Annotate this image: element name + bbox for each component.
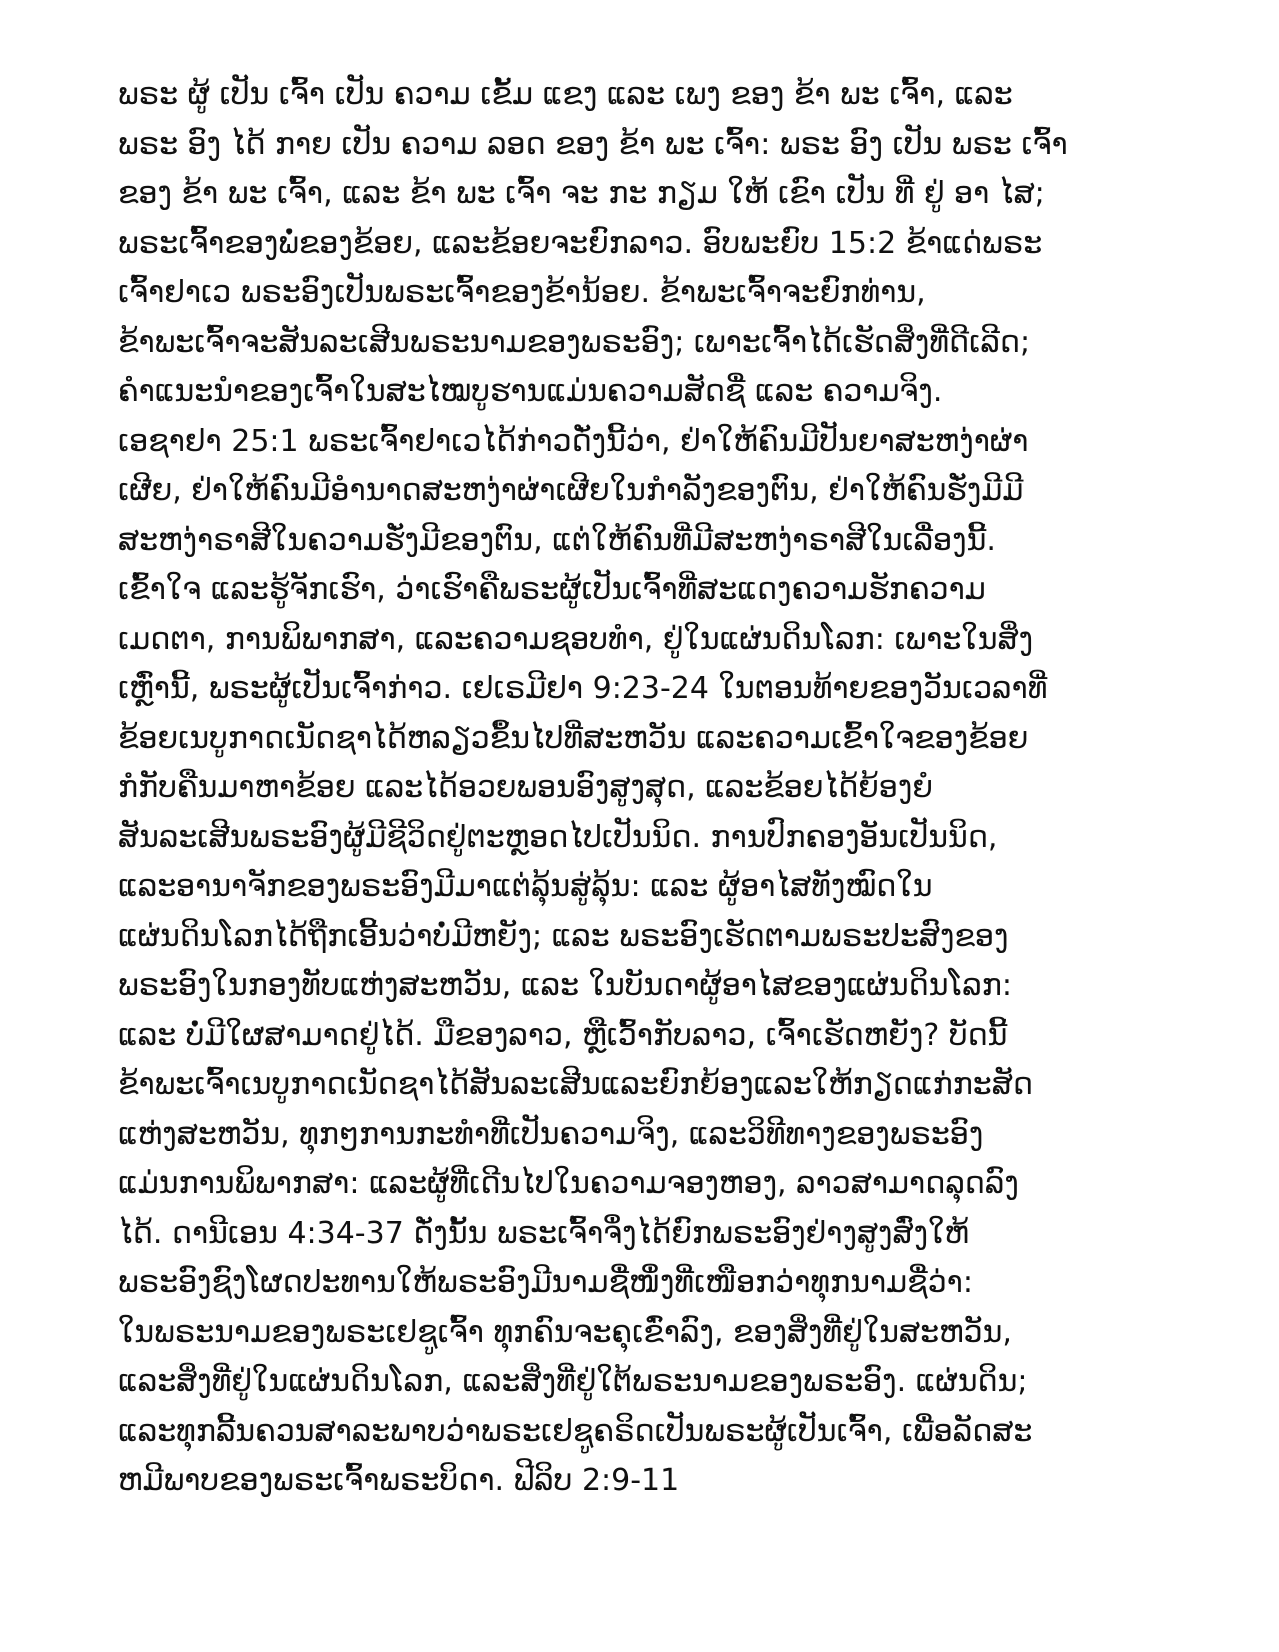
text-line: ພຣະ ຜູ້ ເປັນ ເຈົ້າ ເປັນ ຄວາມ ເຂັ້ມ ແຂງ ແລະ ເພງ ຂອງ ຂ້າ ພະ ເຈົ້າ, ແລະ <box>118 77 1013 112</box>
text-line: ຂ້ອຍເນບູກາດເນັດຊາໄດ້ຫລຽວຂຶ້ນໄປທີ່ສະຫວັນ ແລະຄວາມເຂົ້າໃຈຂອງຂ້ອຍ <box>118 720 1029 756</box>
text-line: ເຫຼົ່ານີ້, ພຣະຜູ້ເປັນເຈົ້າກ່າວ. ເຢເຣມີຢາ 9:23-24 ໃນຕອນທ້າຍຂອງວັນເວລາທີ່ <box>118 671 1048 706</box>
text-line: ຂ້າພະເຈົ້າຈະສັນລະເສີນພຣະນາມຂອງພຣະອົງ; ເພາະເຈົ້າໄດ້ເຮັດສິ່ງທີ່ດີເລີດ; <box>118 324 1031 360</box>
text-line: ແລະທຸກລີ້ນຄວນສາລະພາບວ່າພຣະເຢຊູຄຣິດເປັນພຣະຜູ້ເປັນເຈົ້າ, ເພື່ອລັດສະ <box>118 1413 1033 1449</box>
text-line: ເຂົ້າໃຈ ແລະຮູ້ຈັກເຮົາ, ວ່າເຮົາຄືພຣະຜູ້ເປັນເຈົ້າທີ່ສະແດງຄວາມຮັກຄວາມ <box>118 572 986 607</box>
text-line: ພຣະອົງໃນກອງທັບແຫ່ງສະຫວັນ, ແລະ ໃນບັນດາຜູ້ອາໄສຂອງແຜ່ນດິນໂລກ: <box>118 968 1013 1003</box>
text-line: ສະຫງ່າຣາສີໃນຄວາມຮັ່ງມີຂອງຕົນ, ແຕ່ໃຫ້ຄົນທີ່ມີສະຫງ່າຣາສີໃນເລື່ອງນີ້. <box>118 522 996 558</box>
text-line: ຂ້າພະເຈົ້າເນບູກາດເນັດຊາໄດ້ສັນລະເສີນແລະຍົກຍ້ອງແລະໃຫ້ກຽດແກ່ກະສັດ <box>118 1067 1033 1102</box>
text-line: ເຜີຍ, ຢ່າໃຫ້ຄົນມີອຳນາດສະຫງ່າຜ່າເຜີຍໃນກຳລັງຂອງຕົນ, ຢ່າໃຫ້ຄົນຮັ່ງມີມີ <box>118 473 1024 508</box>
text-line: ແຫ່ງສະຫວັນ, ທຸກໆການກະທຳທີ່ເປັນຄວາມຈິງ, ແລະວິທີທາງຂອງພຣະອົງ <box>118 1116 984 1152</box>
text-line: ເຈົ້າຢາເວ ພຣະອົງເປັນພຣະເຈົ້າຂອງຂ້ານ້ອຍ. ຂ້າພະເຈົ້າຈະຍົກທ່ານ, <box>118 275 926 310</box>
text-line: ຂອງ ຂ້າ ພະ ເຈົ້າ, ແລະ ຂ້າ ພະ ເຈົ້າ ຈະ ກະ ກຽມ ໃຫ້ ເຂົາ ເປັນ ທີ່ ຢູ່ ອາ ໄສ; <box>118 176 1045 211</box>
text-line: ໃນພຣະນາມຂອງພຣະເຢຊູເຈົ້າ ທຸກຄົນຈະຄຸເຂົ່າລົງ, ຂອງສິ່ງທີ່ຢູ່ໃນສະຫວັນ, <box>118 1314 1012 1350</box>
text-line: ໄດ້. ດານີເອນ 4:34-37 ດັ່ງນັ້ນ ພຣະເຈົ້າຈຶ່ງໄດ້ຍົກພຣະອົງຢ່າງສູງສົ່ງໃຫ້ <box>118 1215 970 1251</box>
text-line: ພຣະ ອົງ ໄດ້ ກາຍ ເປັນ ຄວາມ ລອດ ຂອງ ຂ້າ ພະ ເຈົ້າ: ພຣະ ອົງ ເປັນ ພຣະ ເຈົ້າ <box>118 126 1068 162</box>
text-line: ສັນລະເສີນພຣະອົງຜູ້ມີຊີວິດຢູ່ຕະຫຼອດໄປເປັນນິດ. ການປົກຄອງອັນເປັນນິດ, <box>118 819 998 855</box>
text-line: ແມ່ນການພິພາກສາ: ແລະຜູ້ທີ່ເດີນໄປໃນຄວາມຈອງຫອງ, ລາວສາມາດລຸດລົງ <box>118 1166 1019 1201</box>
text-line: ຫມີພາບຂອງພຣະເຈົ້າພຣະບິດາ. ຟີລິບ 2:9-11 <box>118 1463 680 1498</box>
text-line: ກໍກັບຄືນມາຫາຂ້ອຍ ແລະໄດ້ອວຍພອນອົງສູງສຸດ, ແລະຂ້ອຍໄດ້ຍ້ອງຍໍ <box>118 770 933 805</box>
text-line: ເອຊາຢາ 25:1 ພຣະເຈົ້າຢາເວໄດ້ກ່າວດັ່ງນີ້ວ່າ, ຢ່າໃຫ້ຄົນມີປັນຍາສະຫງ່າຜ່າ <box>118 423 1029 459</box>
body-text <box>118 70 1168 1506</box>
text-line: ພຣະເຈົ້າຂອງພໍ່ຂອງຂ້ອຍ, ແລະຂ້ອຍຈະຍົກລາວ. ອົບພະຍົບ 15:2 ຂ້າແດ່ພຣະ <box>118 225 1043 261</box>
text-line: ຄໍາແນະນໍາຂອງເຈົ້າໃນສະໄໝບູຮານແມ່ນຄວາມສັດຊື່ ແລະ ຄວາມຈິງ. <box>118 374 943 409</box>
text-line: ແລະອານາຈັກຂອງພຣະອົງມີມາແຕ່ລຸ້ນສູ່ລຸ້ນ: ແລະ ຜູ້ອາໄສທັງໝົດໃນ <box>118 869 933 904</box>
text-line: ແຜ່ນດິນໂລກໄດ້ຖືກເອີ້ນວ່າບໍ່ມີຫຍັງ; ແລະ ພຣະອົງເຮັດຕາມພຣະປະສົງຂອງ <box>118 918 1009 954</box>
text-line: ພຣະອົງຊົງໂຜດປະທານໃຫ້ພຣະອົງມີນາມຊື່ໜຶ່ງທີ່ເໜືອກວ່າທຸກນາມຊື່ວ່າ: <box>118 1265 973 1300</box>
text-line: ແລະ ບໍ່ມີໃຜສາມາດຢູ່ໄດ້. ມືຂອງລາວ, ຫຼືເວົ້າກັບລາວ, ເຈົ້າເຮັດຫຍັງ? ບັດນີ້ <box>118 1017 1008 1053</box>
text-line: ແລະສິ່ງທີ່ຢູ່ໃນແຜ່ນດິນໂລກ, ແລະສິ່ງທີ່ຢູ່ໃຕ້ພຣະນາມຂອງພຣະອົງ. ແຜ່ນດິນ; <box>118 1364 1028 1399</box>
text-line: ເມດຕາ, ການພິພາກສາ, ແລະຄວາມຊອບທຳ, ຢູ່ໃນແຜ່ນດິນໂລກ: ເພາະໃນສິ່ງ <box>118 621 1034 657</box>
